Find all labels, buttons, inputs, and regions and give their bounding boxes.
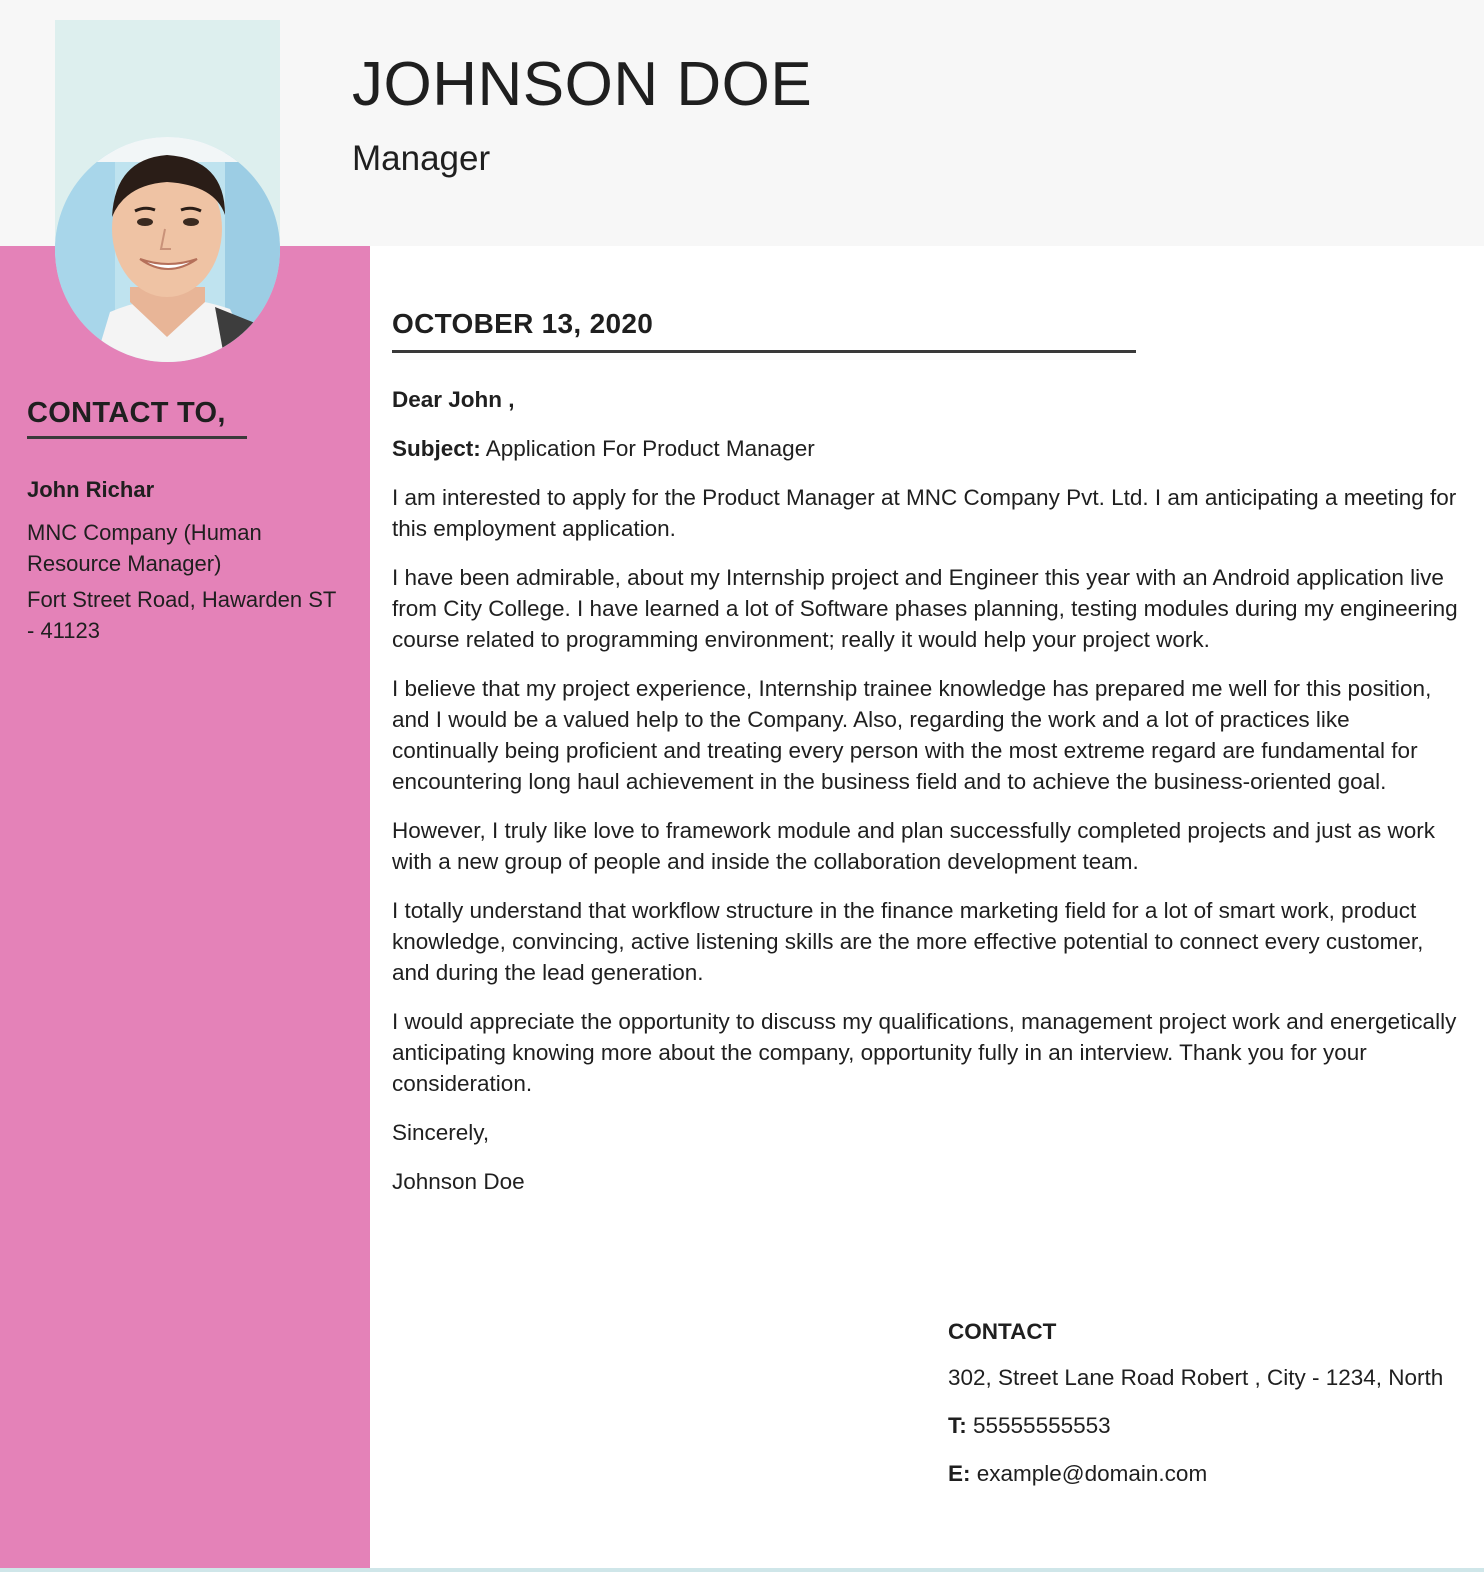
person-illustration [55, 137, 280, 362]
sender-contact [948, 1316, 1448, 1506]
letter-date-section [392, 308, 1136, 353]
closing: Sincerely, [392, 1120, 490, 1145]
date-divider [392, 350, 1136, 353]
contact-email [948, 1458, 1448, 1489]
contact-to-heading: CONTACT TO, [27, 397, 226, 429]
subject-label: Subject: [392, 436, 481, 461]
contact-to-section [27, 398, 247, 439]
phone-value: 55555555553 [966, 1413, 1111, 1438]
signature: Johnson Doe [392, 1169, 525, 1194]
subject-line [392, 433, 1462, 464]
phone-label: T: [948, 1413, 967, 1438]
contact-to-divider [27, 436, 247, 439]
contact-phone [948, 1410, 1448, 1441]
recipient-company: MNC Company (Human Resource Manager) [27, 520, 262, 576]
applicant-role: Manager [352, 139, 491, 178]
letter-paragraph: I would appreciate the opportunity to discuss my qualifications, management project work and energetically anticipating knowing more about the company, opportunity fully in an interview. Thank you for your consideration. [392, 1009, 1457, 1096]
contact-heading: CONTACT [948, 1319, 1057, 1344]
letter-body [392, 384, 1462, 1215]
avatar [55, 137, 280, 362]
email-value[interactable]: example@domain.com [970, 1461, 1208, 1486]
salutation: Dear John , [392, 387, 515, 412]
bottom-divider [0, 1568, 1484, 1572]
letter-paragraph: I have been admirable, about my Internship project and Engineer this year with an Android application live from City College. I have learned a lot of Software phases planning, testing modules during my engineering course related to programming environment; really it would help your project work. [392, 565, 1458, 652]
recipient-address: Fort Street Road, Hawarden ST - 41123 [27, 587, 336, 643]
profile-photo-frame [55, 20, 280, 345]
recipient-details [27, 474, 347, 651]
applicant-name: JOHNSON DOE [352, 50, 813, 119]
sidebar-panel [0, 246, 370, 1568]
letter-paragraph: I totally understand that workflow structure in the finance marketing field for a lot of smart work, product knowledge, convincing, active listening skills are the more effective potential to connect every customer, and during the lead generation. [392, 898, 1424, 985]
letter-date: OCTOBER 13, 2020 [392, 308, 654, 339]
subject-value: Application For Product Manager [480, 436, 815, 461]
contact-address: 302, Street Lane Road Robert , City - 1234, North [948, 1365, 1444, 1390]
email-label: E: [948, 1461, 971, 1486]
recipient-name: John Richar [27, 477, 155, 502]
letter-paragraph: I believe that my project experience, Internship trainee knowledge has prepared me well for this position, and I would be a valued help to the Company. Also, regarding the work and a lot of practices like continually being proficient and treating every person with the most extreme regard are fundamental for encountering long haul achievement in the business field and to achieve the business-oriented goal. [392, 676, 1432, 794]
letter-paragraph: I am interested to apply for the Product Manager at MNC Company Pvt. Ltd. I am anticipating a meeting for this employment application. [392, 485, 1457, 541]
letter-paragraph: However, I truly like love to framework module and plan successfully completed projects and just as work with a new group of people and inside the collaboration development team. [392, 818, 1435, 874]
